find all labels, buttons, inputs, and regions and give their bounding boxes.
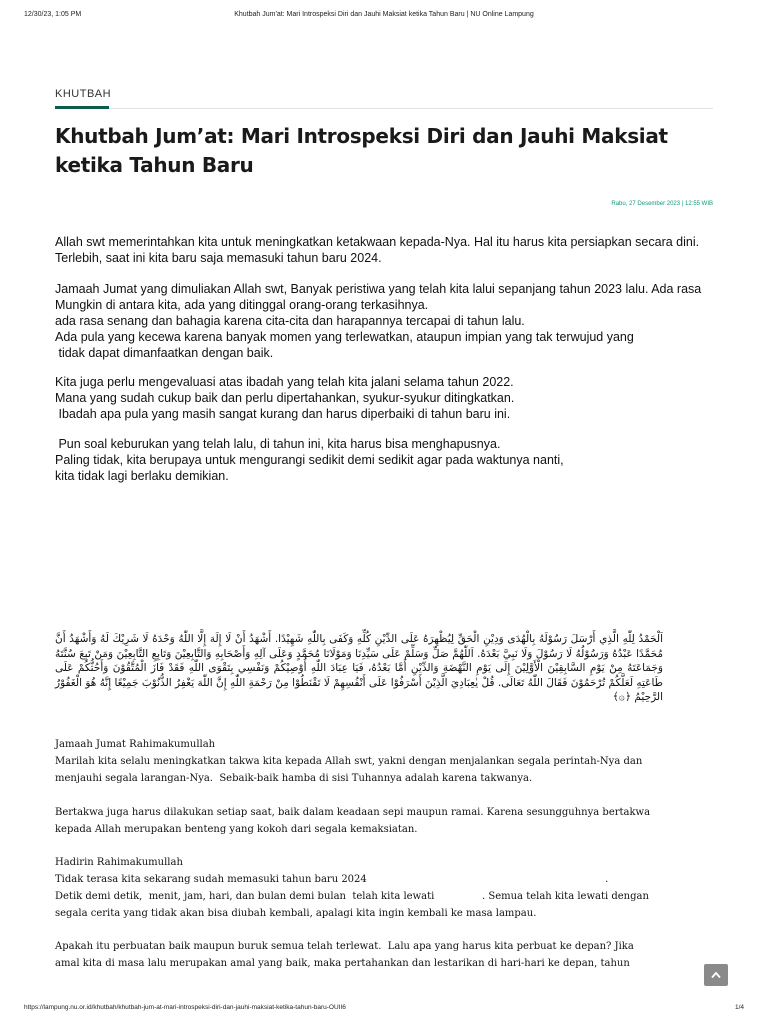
category-divider — [55, 108, 713, 109]
intro-paragraph-3: Kita juga perlu mengevaluasi atas ibadah yang telah kita jalani selama tahun 2022. Mana yang sudah cukup baik dan perlu dipertahankan, syukur-syukur ditingkatkan. Ibadah apa pula yang masih sangat kurang dan harus diperbaiki di tahun baru ini. — [55, 375, 515, 421]
print-page-title: Khutbah Jum'at: Mari Introspeksi Diri dan Jauhi Maksiat ketika Tahun Baru | NU Online Lampung — [234, 11, 534, 18]
print-url[interactable]: https://lampung.nu.or.id/khutbah/khutbah-jum-at-mari-introspeksi-diri-dan-jauhi-maksiat-ketika-tahun-baru-OUII6 — [24, 1004, 346, 1011]
category-label[interactable]: KHUTBAH — [55, 88, 112, 100]
intro-paragraph-1: Allah swt memerintahkan kita untuk meningkatkan ketakwaan kepada-Nya. Hal itu harus kita persiapkan secara dini. Terlebih, saat ini kita baru saja memasuki tahun baru 2024. — [55, 235, 700, 265]
publish-date: Rabu, 27 Desember 2023 | 12:55 WIB — [611, 201, 713, 207]
print-datetime: 12/30/23, 1:05 PM — [24, 11, 82, 18]
page-number: 1/4 — [734, 1004, 744, 1011]
body-paragraph-4: Apakah itu perbuatan baik maupun buruk semua telah terlewat. Lalu apa yang harus kita perbuat ke depan? Jika amal kita di masa lalu merupakan amal yang baik, maka pertahankan dan lestarikan di hari-hari ke depan, tahun — [55, 941, 634, 969]
print-header — [0, 11, 768, 23]
chevron-up-icon — [711, 971, 721, 979]
body-paragraph-3: Hadirin Rahimakumullah Tidak terasa kita sekarang sudah memasuki tahun baru 2024 . Detik demi detik, menit, jam, hari, dan bulan demi bulan telah kita lewati . Semua telah kita lewati dengan segala cerita yang tidak akan bisa diubah kembali, apalagi kita ingin kembali ke masa lampau. — [55, 857, 649, 919]
body-paragraph-1: Jamaah Jumat Rahimakumullah Marilah kita selalu meningkatkan takwa kita kepada Allah swt, yakni dengan menjalankan segala perintah-Nya dan menjauhi segala larangan-Nya. Sebaik-baik hamba di sisi Tuhannya adalah karena takwanya. — [55, 739, 643, 784]
intro-paragraph-2: Jamaah Jumat yang dimuliakan Allah swt, Banyak peristiwa yang telah kita lalui sepanjang tahun 2023 lalu. Ada rasa Mungkin di antara kita, ada yang ditinggal orang-orang terkasihnya. ada rasa senang dan bahagia karena cita-cita dan harapannya tercapai di tahun lalu. Ada pula yang kecewa karena banyak momen yang terlewatkan, ataupun impian yang tak terwujud yang tidak dapat dimanfaatkan dengan baik. — [55, 282, 702, 360]
intro-paragraph-4: Pun soal keburukan yang telah lalu, di tahun ini, kita harus bisa menghapusnya. Paling tidak, kita berupaya untuk mengurangi sedikit demi sedikit agar pada waktunya nanti, kita tidak lagi berlaku demikian. — [55, 437, 564, 483]
scroll-to-top-button[interactable] — [704, 964, 728, 986]
category-underline — [55, 106, 109, 109]
body-paragraph-2: Bertakwa juga harus dilakukan setiap saat, baik dalam keadaan sepi maupun ramai. Karena sesungguhnya bertakwa kepada Allah merupakan benteng yang kokoh dari segala kemaksiatan. — [55, 807, 651, 835]
article-title: Khutbah Jum’at: Mari Introspeksi Diri dan Jauhi Maksiat ketika Tahun Baru — [55, 124, 668, 177]
arabic-opening: اَلْحَمْدُ لِلّٰهِ الَّذِي أَرْسَلَ رَسُوْلَهُ بِالْهُدَى وَدِيْنِ الْحَقِّ لِيُظْهِرَهُ عَلَى الدِّيْنِ كُلِّهِ وَكَفَى بِاللّٰهِ شَهِيْدًا. أَشْهَدُ أَنْ لَا إِلَهَ إِلَّا اللّٰهُ وَحْدَهُ لَا شَرِيْكَ لَهُ وَأَشْهَدُ أَنَّ مُحَمَّدًا عَبْدُهُ وَرَسُوْلُهُ لَا رَسُوْلَ وَلَا نَبِيَّ بَعْدَهُ. اَللّٰهُمَّ صَلِّ وَسَلِّمْ عَلَى سَيِّدِنَا وَمَوْلَانَا مُحَمَّدٍ وَعَلَى آلِهِ وَأَصْحَابِهِ وَالتَّابِعِيْنَ وَتَابِعِ التَّابِعِيْنَ وَمَنْ تَبِعَ سُنَّتَهُ وَجَمَاعَتَهُ مِنْ يَوْمِ السَّابِقِيْنَ الْأَوَّلِيْنَ إِلَى يَوْمِ النَّهْضَةِ وَالدِّيْنِ أَمَّا بَعْدُهُ، فَيَا عِبَادَ اللّٰهِ أُوْصِيْكُمْ وَنَفْسِي بِتَقْوَى اللّٰهِ فَقَدْ فَازَ الْمُتَّقُوْنَ وَأَحُثُّكُمْ عَلَى طَاعَتِهِ لَعَلَّكُمْ تُرْحَمُوْنَ فَقَالَ اللّٰهُ تَعَالَى. قُلْ يٰعِبَادِيَ الَّذِيْنَ أَسْرَفُوْا عَلَى أَنْفُسِهِمْ لَا تَقْنَطُوْا مِنْ رَحْمَةِ اللّٰهِ إِنَّ اللّٰهَ يَغْفِرُ الذُّنُوْبَ جَمِيْعًا إِنَّهُ هُوَ الْغَفُوْرُ الرَّحِيْمُ ﴿۞﴾ — [55, 633, 663, 703]
